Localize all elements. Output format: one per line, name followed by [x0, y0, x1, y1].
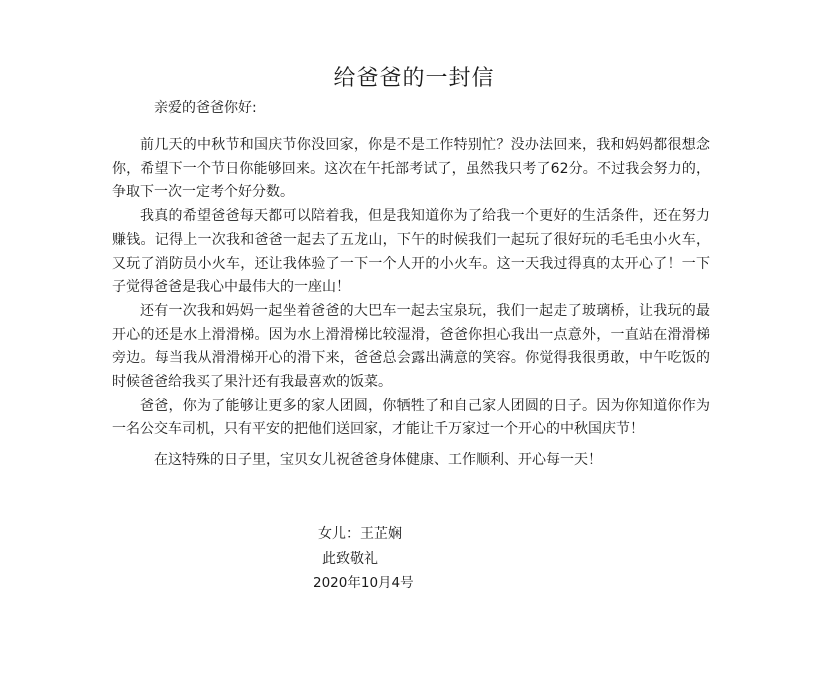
- letter-body: [112, 134, 710, 442]
- body-paragraph-1: 前几天的中秋节和国庆节你没回家，你是不是工作特别忙？没办法回来，我和妈妈都很想念你，希望下一个节日你能够回来。这次在午托部考试了，虽然我只考了62分。不过我会努力的，争取下一次一定考个好分数。: [112, 137, 710, 201]
- letter-greeting: 亲爱的爸爸你好:: [154, 100, 257, 116]
- letter-closing: 此致敬礼: [322, 551, 378, 567]
- letter-wish: 在这特殊的日子里，宝贝女儿祝爸爸身体健康、工作顺利、开心每一天！: [154, 452, 602, 468]
- letter-title: 给爸爸的一封信: [333, 66, 495, 91]
- body-paragraph-3: 还有一次我和妈妈一起坐着爸爸的大巴车一起去宝泉玩，我们一起走了玻璃桥，让我玩的最开心的还是水上滑滑梯。因为水上滑滑梯比较湿滑，爸爸你担心我出一点意外，一直站在滑滑梯旁边。每当我从滑滑梯开心的滑下来，爸爸总会露出满意的笑容。你觉得我很勇敢，中午吃饭的时候爸爸给我买了果汁还有我最喜欢的饭菜。: [112, 302, 710, 391]
- letter-date: 2020年10月4号: [313, 575, 414, 591]
- body-paragraph-2: 我真的希望爸爸每天都可以陪着我，但是我知道你为了给我一个更好的生活条件，还在努力赚钱。记得上一次我和爸爸一起去了五龙山，下午的时候我们一起玩了很好玩的毛毛虫小火车，又玩了消防员小火车，还让我体验了一下一个人开的小火车。这一天我过得真的太开心了！一下子觉得爸爸是我心中最伟大的一座山！: [112, 208, 710, 296]
- letter-signature: 女儿：王芷娴: [318, 526, 402, 542]
- body-paragraph-4: 爸爸，你为了能够让更多的家人团圆，你牺牲了和自己家人团圆的日子。因为你知道你作为一名公交车司机，只有平安的把他们送回家，才能让千万家过一个开心的中秋国庆节！: [112, 397, 710, 438]
